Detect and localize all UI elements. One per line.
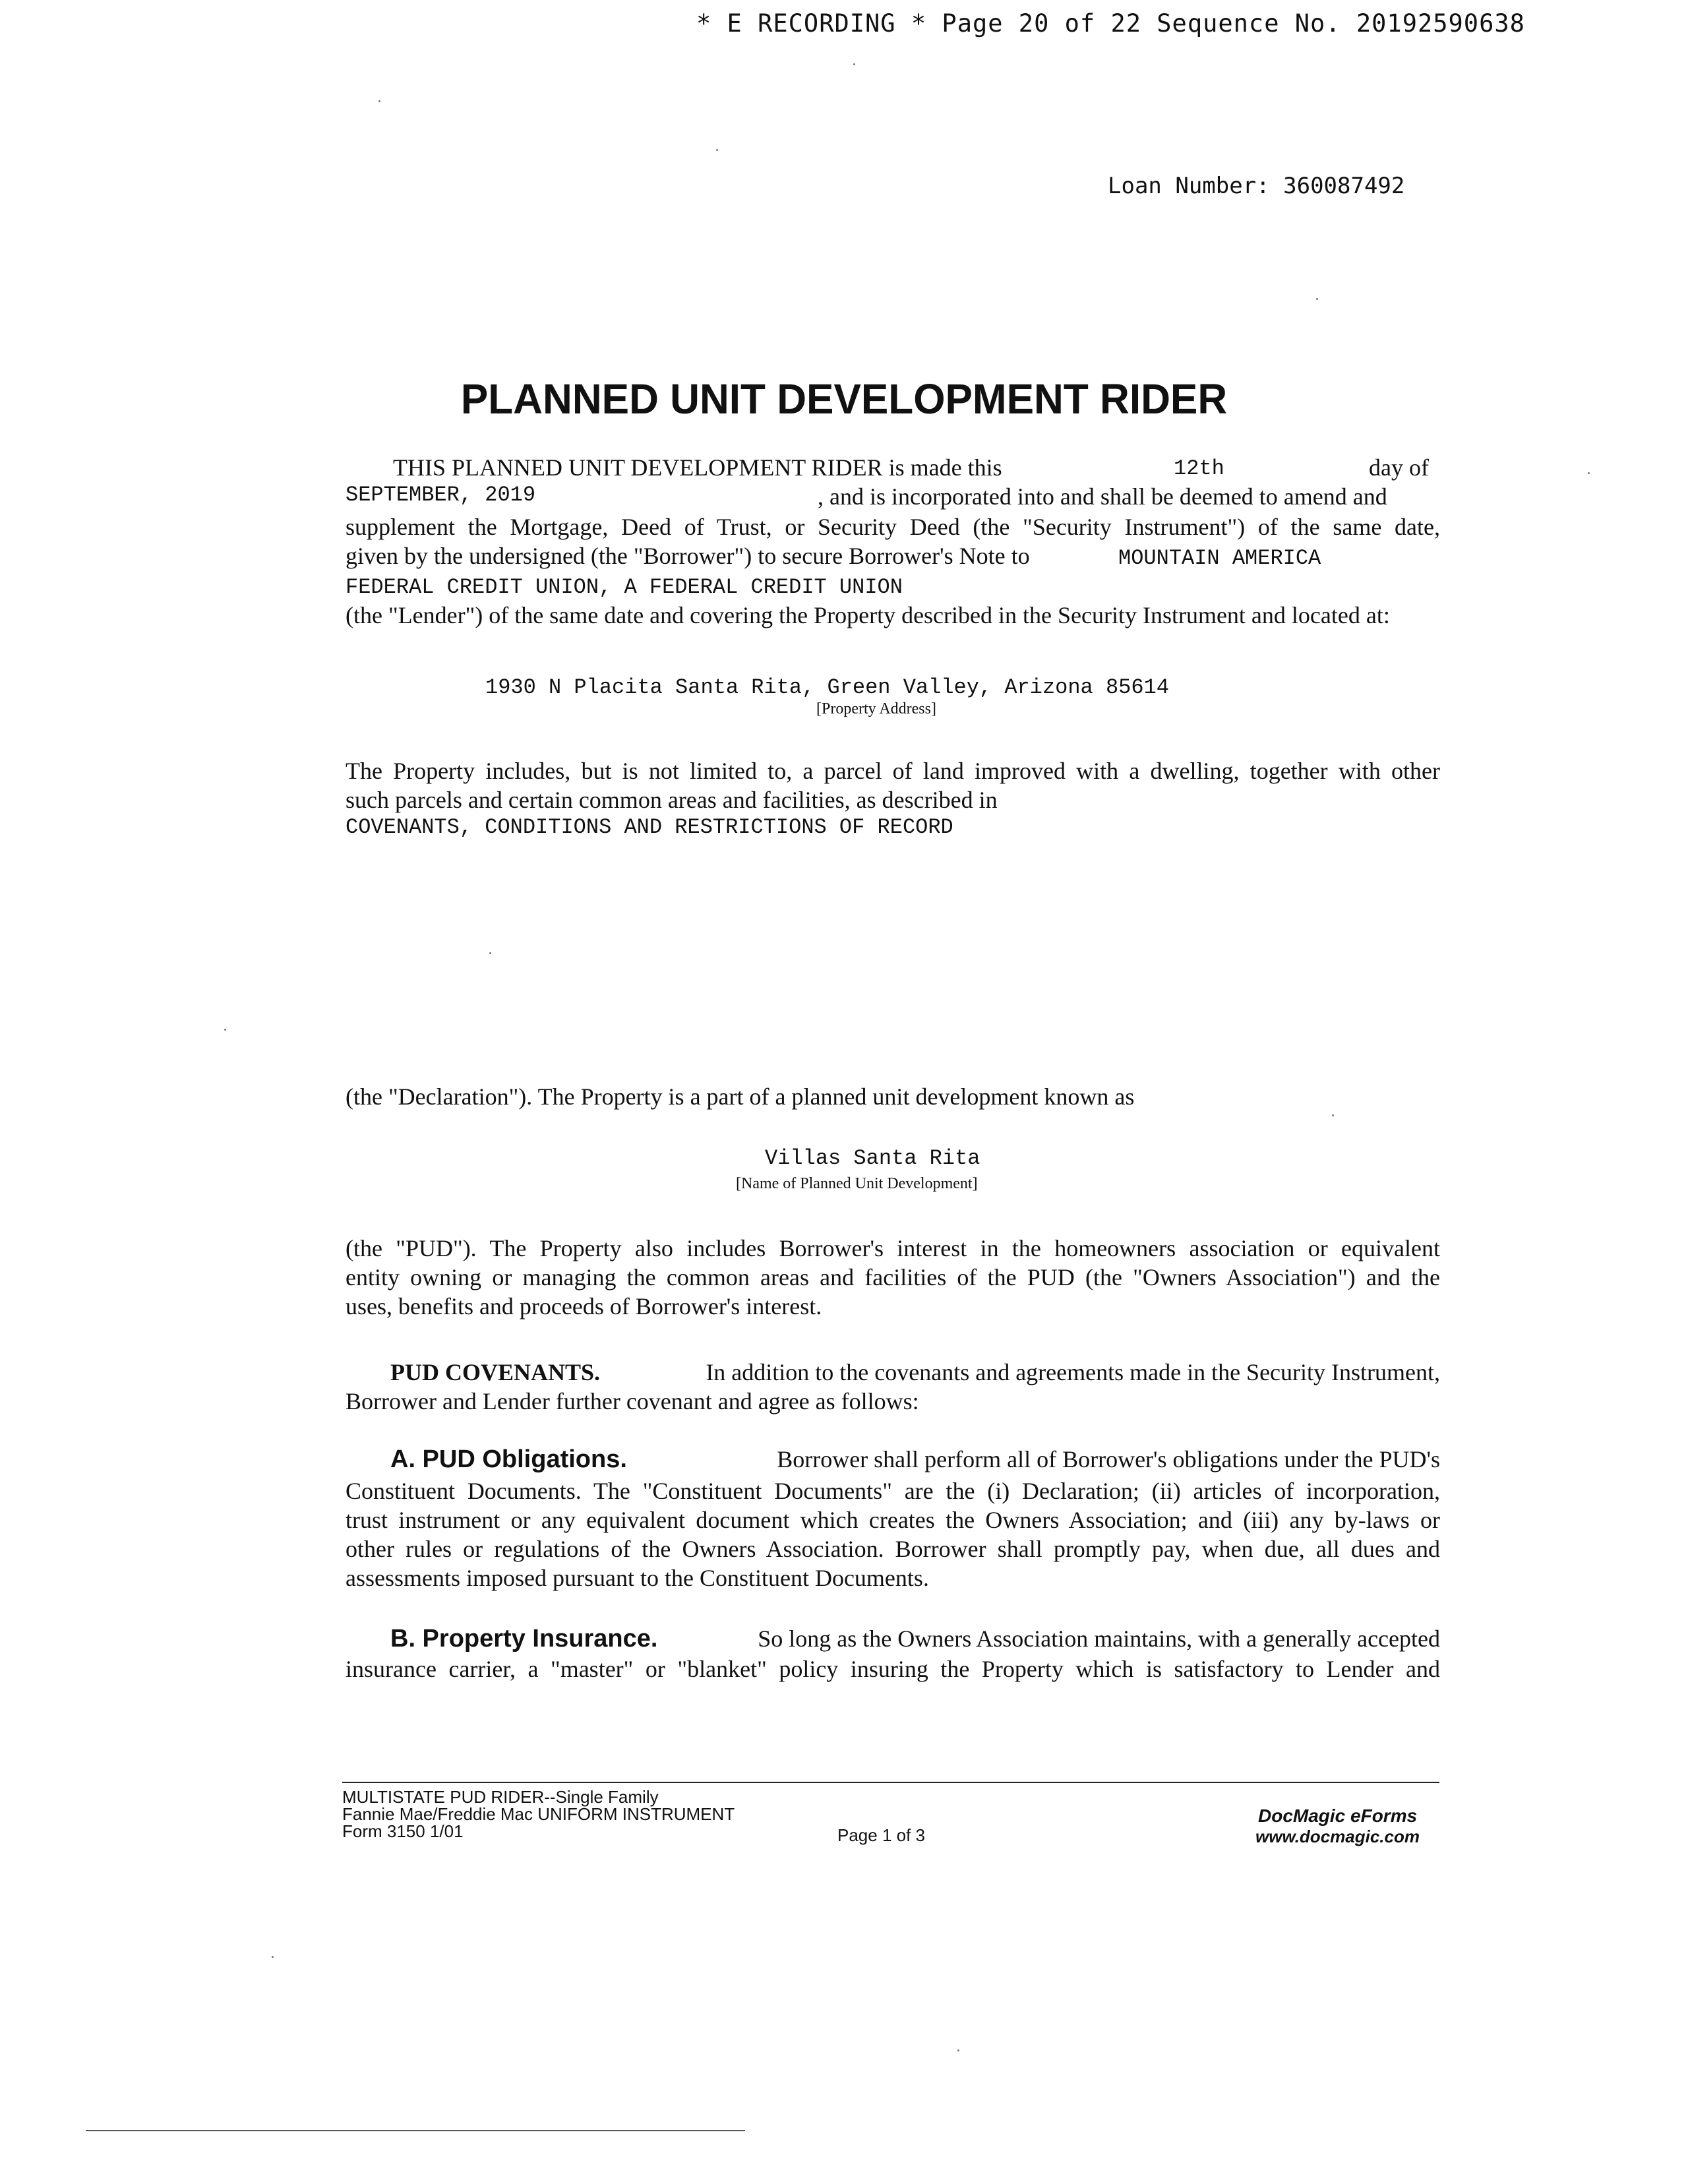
recording-stamp: * E RECORDING * Page 20 of 22 Sequence No. 20192590638 bbox=[696, 9, 1525, 38]
covenants-line-1 bbox=[390, 1358, 1440, 1386]
form-line-1: MULTISTATE PUD RIDER--Single Family bbox=[342, 1787, 659, 1807]
property-includes-2: such parcels and certain common areas and facilities, as described in bbox=[346, 787, 998, 813]
loan-number-label: Loan Number: bbox=[1108, 173, 1270, 199]
form-line-3: Form 3150 1/01 bbox=[342, 1821, 464, 1841]
page-number: Page 1 of 3 bbox=[837, 1825, 925, 1845]
pud-name-caption: [Name of Planned Unit Development] bbox=[736, 1175, 978, 1192]
scan-speck bbox=[957, 2049, 959, 2051]
ccr-text: COVENANTS, CONDITIONS AND RESTRICTIONS OF RECORD bbox=[346, 815, 953, 839]
docmagic-website: www.docmagic.com bbox=[1255, 1827, 1420, 1846]
scan-speck bbox=[1316, 298, 1318, 300]
intro-day: 12th bbox=[1174, 456, 1224, 481]
covenants-heading: PUD COVENANTS. bbox=[390, 1359, 601, 1385]
intro-text-3: supplement the Mortgage, Deed of Trust, or Security Deed (the "Security Instrument") of the same date, bbox=[346, 514, 1440, 540]
loan-number-value: 360087492 bbox=[1283, 173, 1405, 199]
scan-speck bbox=[224, 1029, 226, 1031]
lender-name-2: FEDERAL CREDIT UNION, A FEDERAL CREDIT UNION bbox=[346, 575, 903, 599]
scan-speck bbox=[272, 1956, 274, 1958]
lender-name-1: MOUNTAIN AMERICA bbox=[1118, 546, 1321, 570]
scan-speck bbox=[716, 149, 718, 151]
scan-edge-line bbox=[86, 2130, 745, 2131]
pud-name: Villas Santa Rita bbox=[765, 1146, 980, 1170]
section-a-text-4: other rules or regulations of the Owners Association. Borrower shall promptly pay, when due, all dues and bbox=[346, 1536, 1440, 1562]
footer-rule bbox=[342, 1782, 1439, 1783]
section-b-line-1 bbox=[390, 1625, 1440, 1653]
intro-text-2: , and is incorporated into and shall be deemed to amend and bbox=[818, 483, 1387, 510]
intro-day-of: day of bbox=[1369, 454, 1429, 481]
section-a-line-1 bbox=[390, 1445, 1440, 1474]
covenants-text-2: Borrower and Lender further covenant and agree as follows: bbox=[346, 1388, 919, 1414]
document-title: PLANNED UNIT DEVELOPMENT RIDER bbox=[460, 375, 1228, 423]
intro-text-1: THIS PLANNED UNIT DEVELOPMENT RIDER is made this bbox=[393, 454, 1002, 481]
section-a-text-5: assessments imposed pursuant to the Constituent Documents. bbox=[346, 1565, 929, 1591]
intro-text-6: (the "Lender") of the same date and covering the Property described in the Security Instrument and located at: bbox=[346, 602, 1390, 628]
intro-month-year: SEPTEMBER, 2019 bbox=[346, 483, 536, 507]
intro-text-4: given by the undersigned (the "Borrower") to secure Borrower's Note to bbox=[346, 543, 1030, 569]
section-b-text-1: So long as the Owners Association maintains, with a generally accepted bbox=[758, 1625, 1440, 1652]
section-a-text-1: Borrower shall perform all of Borrower's obligations under the PUD's bbox=[777, 1446, 1440, 1472]
declaration-line: (the "Declaration"). The Property is a part of a planned unit development known as bbox=[346, 1083, 1135, 1110]
scan-speck bbox=[1332, 1114, 1334, 1116]
pud-paragraph-2: entity owning or managing the common areas and facilities of the PUD (the "Owners Association") and the bbox=[346, 1264, 1440, 1290]
scan-speck bbox=[853, 63, 855, 65]
pud-paragraph-3: uses, benefits and proceeds of Borrower's interest. bbox=[346, 1293, 822, 1320]
form-line-2: Fannie Mae/Freddie Mac UNIFORM INSTRUMENT bbox=[342, 1804, 735, 1824]
section-a-text-2: Constituent Documents. The "Constituent Documents" are the (i) Declaration; (ii) articles of incorporation, bbox=[346, 1478, 1440, 1504]
section-a-heading: A. PUD Obligations. bbox=[390, 1445, 627, 1473]
property-includes-1: The Property includes, but is not limited to, a parcel of land improved with a dwelling, together with other bbox=[346, 758, 1440, 784]
property-address-caption: [Property Address] bbox=[816, 700, 936, 717]
scan-speck bbox=[1588, 472, 1590, 474]
scan-speck bbox=[489, 952, 491, 954]
section-b-text-2: insurance carrier, a "master" or "blanket" policy insuring the Property which is satisfactory to Lender and bbox=[346, 1656, 1440, 1682]
docmagic-brand: DocMagic eForms bbox=[1258, 1805, 1418, 1826]
section-b-heading: B. Property Insurance. bbox=[390, 1625, 658, 1653]
scan-speck bbox=[378, 100, 380, 102]
section-a-text-3: trust instrument or any equivalent document which creates the Owners Association; and (iii) any by-laws or bbox=[346, 1507, 1440, 1533]
covenants-text-1: In addition to the covenants and agreements made in the Security Instrument, bbox=[706, 1359, 1440, 1385]
loan-number-line bbox=[1108, 173, 1404, 199]
pud-paragraph-1: (the "PUD"). The Property also includes Borrower's interest in the homeowners association or equivalent bbox=[346, 1235, 1440, 1261]
property-address: 1930 N Placita Santa Rita, Green Valley, Arizona 85614 bbox=[485, 675, 1169, 700]
